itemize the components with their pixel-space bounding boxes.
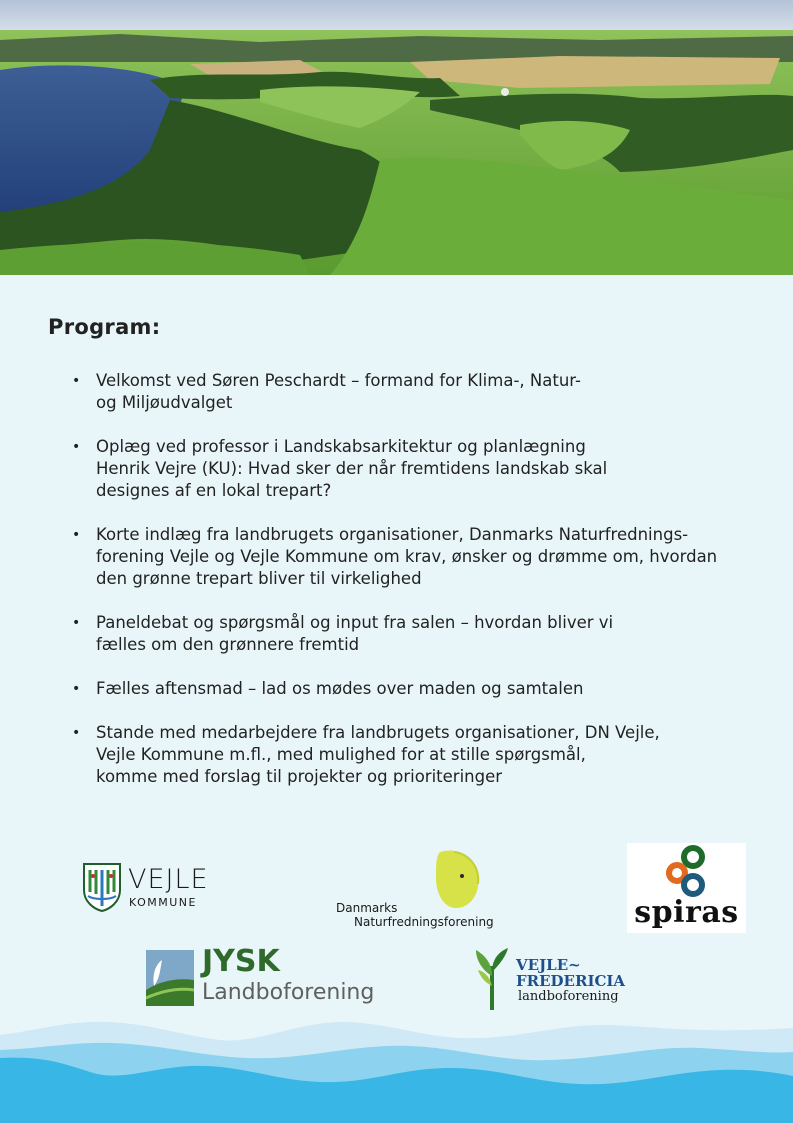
jysk-field-icon: [146, 950, 194, 1006]
hero-landscape-photo: [0, 0, 793, 275]
bullet-icon: •: [72, 439, 81, 455]
vf-logo-line3: landboforening: [518, 989, 619, 1004]
jysk-logo-name: JYSK: [202, 944, 280, 979]
decorative-waves: [0, 1010, 793, 1123]
program-item: [72, 612, 742, 656]
dn-logo-line1: Danmarks: [336, 901, 398, 915]
vejle-shield-icon: [82, 862, 122, 912]
bullet-icon: •: [72, 725, 81, 741]
vejle-kommune-logo: [82, 862, 212, 914]
spiras-rings-icon: [657, 845, 717, 901]
wheat-plant-icon: [472, 946, 512, 1010]
dn-logo-line2: Naturfredningsforening: [354, 915, 494, 929]
program-item-text: Fælles aftensmad – lad os mødes over maden og samtalen: [96, 679, 584, 698]
bullet-icon: •: [72, 681, 81, 697]
program-item: [72, 722, 742, 788]
program-item-text: Stande med medarbejdere fra landbrugets organisationer, DN Vejle, Vejle Kommune m.fl., med mulighed for at stille spørgsmål, komme med forslag til projekter og prioriteringer: [96, 723, 660, 786]
vejle-logo-name: VEJLE: [128, 864, 209, 895]
program-item: [72, 370, 742, 414]
dn-logo: [336, 848, 496, 928]
butterfly-icon: [430, 848, 490, 910]
vejle-logo-sub: KOMMUNE: [129, 896, 197, 909]
program-item-text: Oplæg ved professor i Landskabsarkitektur og planlægning Henrik Vejre (KU): Hvad sker der når fremtidens landskab skal designes af en lokal trepart?: [96, 437, 608, 500]
bullet-icon: •: [72, 373, 81, 389]
program-item: [72, 678, 742, 700]
program-item-text: Korte indlæg fra landbrugets organisationer, Danmarks Naturfrednings- forening Vejle og Vejle Kommune om krav, ønsker og drømme om, hvordan den grønne trepart bliver til virkelighed: [96, 525, 718, 588]
vf-logo-line2: FREDERICIA: [516, 972, 626, 990]
jysk-landboforening-logo: [146, 944, 375, 1008]
program-item-text: Velkomst ved Søren Peschardt – formand for Klima-, Natur- og Miljøudvalget: [96, 371, 581, 412]
spiras-logo: [627, 843, 746, 933]
program-list: [72, 370, 742, 788]
program-title: Program:: [48, 315, 161, 339]
spiras-logo-name: spiras: [634, 895, 739, 930]
program-item: [72, 436, 742, 502]
jysk-logo-sub: Landboforening: [202, 980, 375, 1005]
program-item-text: Paneldebat og spørgsmål og input fra salen – hvordan bliver vi fælles om den grønnere fremtid: [96, 613, 614, 654]
bullet-icon: •: [72, 527, 81, 543]
vf-logo-line1: VEJLE~: [516, 956, 581, 974]
vejle-fredericia-logo: [472, 946, 632, 1010]
bullet-icon: •: [72, 615, 81, 631]
program-item: [72, 524, 742, 590]
